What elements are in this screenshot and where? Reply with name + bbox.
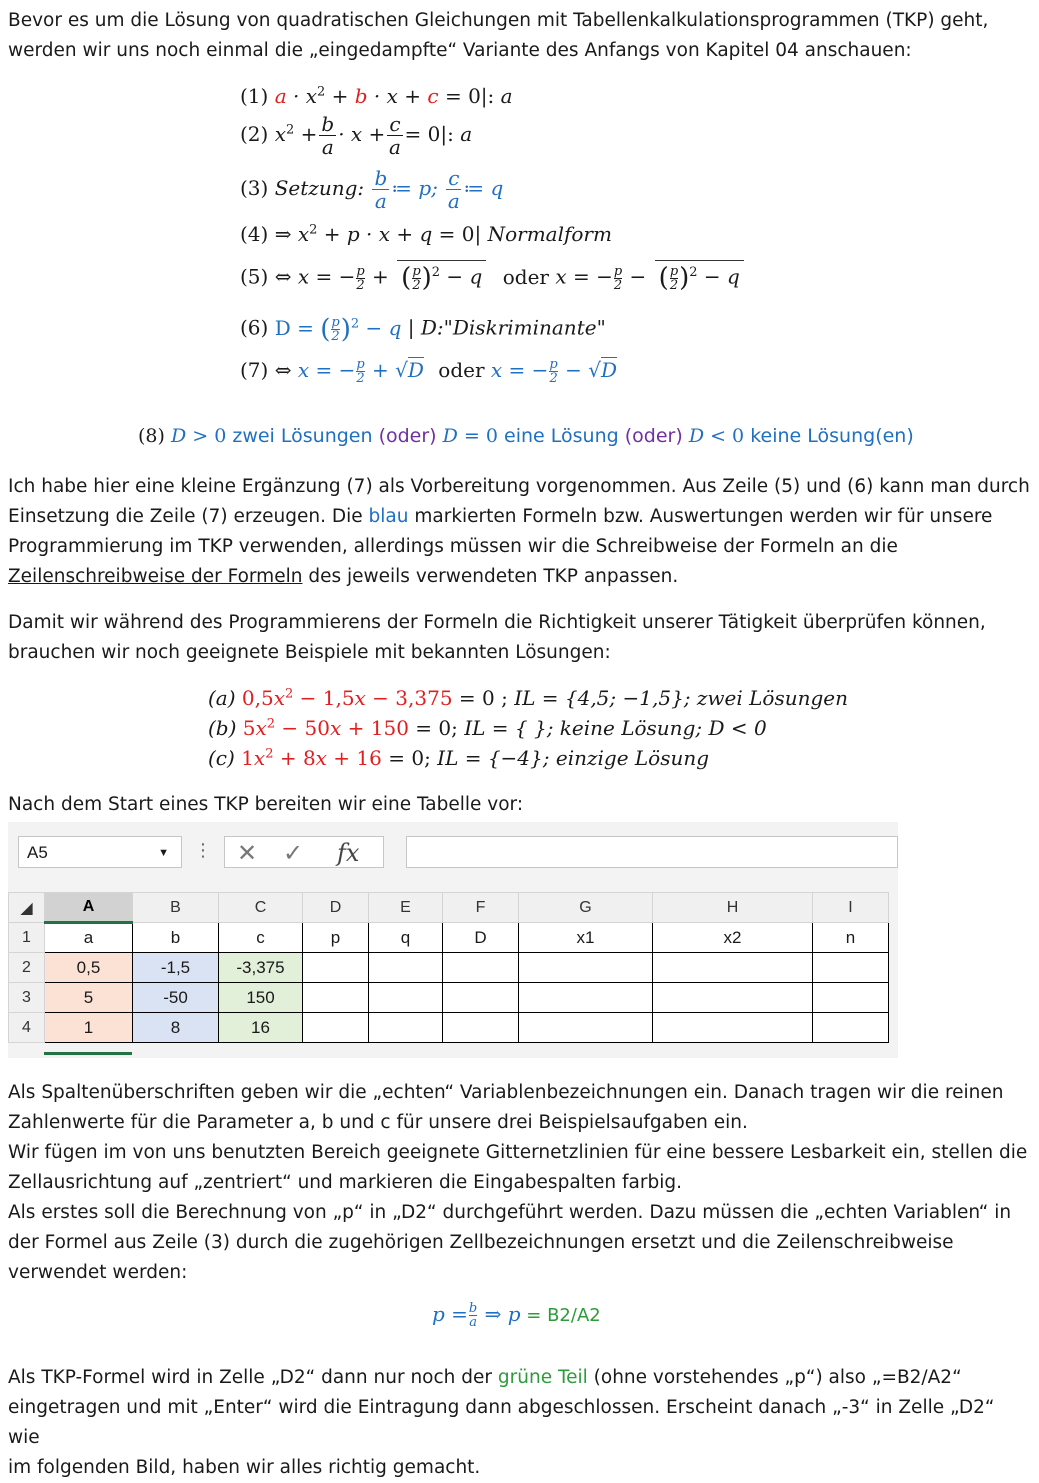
oder-text: oder bbox=[502, 264, 549, 289]
eq-number: (4) bbox=[240, 222, 269, 246]
oder-text: oder bbox=[438, 358, 485, 382]
para4-line-2: Zahlenwerte für die Parameter a, b und c für unsere drei Beispielsaufgaben ein. bbox=[8, 1112, 748, 1133]
cell[interactable]: 5 bbox=[45, 983, 133, 1013]
oder-1: (oder) bbox=[378, 425, 437, 447]
confirm-icon[interactable]: ✓ bbox=[283, 839, 304, 867]
example-solution: IL = { }; keine Lösung; D < 0 bbox=[464, 716, 767, 740]
d-label: D: bbox=[420, 315, 444, 340]
para1-line-2a: Einsetzung die Zeile (7) erzeugen. Die bbox=[8, 506, 369, 527]
cell[interactable] bbox=[519, 953, 653, 983]
eq-number: (5) bbox=[240, 264, 269, 289]
cell[interactable]: n bbox=[813, 923, 889, 953]
cell[interactable]: c bbox=[219, 923, 303, 953]
equation-5: (5) ⇔ x = − $\frac{p}{2}$ + ( $\frac{p}{2}$ )$^2$ − q oder x = − $\frac{p}{2}$ − ( $\frac{p}{2}$ )$^2$ − q bbox=[240, 260, 744, 293]
column-header-e[interactable]: E bbox=[369, 893, 443, 923]
cell[interactable]: -50 bbox=[133, 983, 219, 1013]
column-header-c[interactable]: C bbox=[219, 893, 303, 923]
column-header-row bbox=[9, 893, 889, 923]
column-header-b[interactable]: B bbox=[133, 893, 219, 923]
cell[interactable] bbox=[519, 983, 653, 1013]
para4-line-5: Als erstes soll die Berechnung von „p“ in „D2“ durchgeführt werden. Dazu müssen die „echten Variablen“ in bbox=[8, 1202, 1012, 1223]
cell[interactable] bbox=[813, 953, 889, 983]
gruener-teil: grüne Teil bbox=[497, 1367, 588, 1388]
cell[interactable] bbox=[653, 953, 813, 983]
cell[interactable] bbox=[813, 1013, 889, 1043]
eq-number: (3) bbox=[240, 176, 269, 200]
column-header-f[interactable]: F bbox=[443, 893, 519, 923]
para2-line-1: Damit wir während des Programmierens der Formeln die Richtigkeit unserer Tätigkeit überprüfen können, bbox=[8, 612, 986, 633]
para5-line-2: eingetragen und mit „Enter“ wird die Eintragung dann abgeschlossen. Erscheint danach „-3“ in Zelle „D2“ wie bbox=[8, 1397, 995, 1448]
chevron-down-icon[interactable]: ▼ bbox=[158, 847, 169, 859]
table-row bbox=[9, 1013, 889, 1043]
cell[interactable]: q bbox=[369, 923, 443, 953]
eq-number: (7) bbox=[240, 358, 269, 382]
example-solution: IL = {4,5; −1,5}; zwei Lösungen bbox=[514, 686, 848, 710]
cell[interactable]: 150 bbox=[219, 983, 303, 1013]
spreadsheet-screenshot bbox=[8, 822, 898, 1058]
equation-4: (4) ⇒ $x^2 + p \cdot x + q = 0|$ Normalform bbox=[240, 222, 612, 246]
para5-line-3: im folgenden Bild, haben wir alles richtig gemacht. bbox=[8, 1457, 481, 1478]
column-header-d[interactable]: D bbox=[303, 893, 369, 923]
row-header[interactable]: 1 bbox=[9, 923, 45, 953]
example-label: (a) bbox=[208, 686, 236, 710]
cell[interactable] bbox=[369, 1013, 443, 1043]
cell[interactable] bbox=[443, 983, 519, 1013]
cell[interactable] bbox=[303, 953, 369, 983]
formula-p: p = $\frac{b}{a}$ ⇒ p = B2/A2 bbox=[432, 1301, 601, 1330]
formula-result: = B2/A2 bbox=[520, 1305, 601, 1326]
eine-loesung: eine Lösung bbox=[504, 425, 619, 447]
equation-6: (6) D = ( $\frac{p}{2}$ )$^2$ − q | D:"Diskriminante" bbox=[240, 314, 606, 344]
intro-paragraph bbox=[8, 6, 1032, 66]
normalform-label: Normalform bbox=[487, 222, 612, 246]
para1-line-3: Programmierung im TKP verwenden, allerdings müssen wir die Schreibweise der Formeln an die bbox=[8, 536, 898, 557]
para5-line-1b: (ohne vorstehendes „p“) also „=B2/A2“ bbox=[587, 1367, 962, 1388]
eq-number: (8) bbox=[138, 425, 165, 447]
zwei-loesungen: zwei Lösungen bbox=[232, 425, 373, 447]
column-header-i[interactable]: I bbox=[813, 893, 889, 923]
selected-cell-indicator bbox=[44, 1052, 132, 1055]
cell[interactable]: 8 bbox=[133, 1013, 219, 1043]
cell[interactable]: p bbox=[303, 923, 369, 953]
formula-bar bbox=[194, 836, 898, 868]
equation-8: (8) D > 0 zwei Lösungen (oder) D = 0 eine Lösung (oder) D < 0 keine Lösung(en) bbox=[138, 425, 914, 447]
column-header-h[interactable]: H bbox=[653, 893, 813, 923]
formula-buttons bbox=[224, 836, 384, 868]
paragraph-2 bbox=[8, 608, 1032, 668]
more-options-icon[interactable]: ⋮ bbox=[194, 840, 212, 861]
cell[interactable] bbox=[653, 1013, 813, 1043]
cell[interactable] bbox=[443, 1013, 519, 1043]
para4-line-3: Wir fügen im von uns benutzten Bereich geeignete Gitternetzlinien für eine bessere Lesbarkeit ein, stellen die bbox=[8, 1142, 1028, 1163]
para1-line-2b: markierten Formeln bzw. Auswertungen werden wir für unsere bbox=[408, 506, 993, 527]
para2-line-2: brauchen wir noch geeignete Beispiele mit bekannten Lösungen: bbox=[8, 642, 611, 663]
eq-number: (1) bbox=[240, 84, 269, 108]
oder-2: (oder) bbox=[624, 425, 683, 447]
example-label: (c) bbox=[208, 746, 235, 770]
table-row bbox=[9, 953, 889, 983]
cell[interactable] bbox=[303, 983, 369, 1013]
intro-line-1: Bevor es um die Lösung von quadratischen Gleichungen mit Tabellenkalkulationsprogrammen (TKP) geht, bbox=[8, 10, 989, 31]
equation-7: (7) ⇔ x = − $\frac{p}{2}$ + √D oder x = − $\frac{p}{2}$ − √D bbox=[240, 357, 618, 386]
select-all-corner[interactable]: ◢ bbox=[9, 893, 45, 923]
keine-loesung: keine Lösung(en) bbox=[750, 425, 914, 447]
para4-line-7: verwendet werden: bbox=[8, 1262, 188, 1283]
equation-2: (2) $x^2$ + $\frac{b}{a}$ · x + $\frac{c}{a}$ = 0|: a bbox=[240, 112, 473, 159]
cell-grid bbox=[8, 892, 889, 1043]
cell[interactable] bbox=[369, 983, 443, 1013]
equation-1: (1) $a \cdot x^2 + b \cdot x + c = 0|$: a bbox=[240, 84, 513, 108]
para1-line-1: Ich habe hier eine kleine Ergänzung (7) als Vorbereitung vorgenommen. Aus Zeile (5) und (6) kann man durch bbox=[8, 476, 1030, 497]
function-icon[interactable]: fx bbox=[337, 839, 360, 867]
name-box[interactable] bbox=[18, 836, 182, 868]
cell[interactable]: 1 bbox=[45, 1013, 133, 1043]
example-b: (b) $5x^2 - 50x + 150 = 0$; IL = { }; keine Lösung; D < 0 bbox=[208, 716, 767, 740]
cell[interactable]: D bbox=[443, 923, 519, 953]
row-header[interactable]: 2 bbox=[9, 953, 45, 983]
intro-line-2: werden wir uns noch einmal die „eingedampfte“ Variante des Anfangs von Kapitel 04 anschauen: bbox=[8, 40, 912, 61]
diskriminante-label: "Diskriminante" bbox=[443, 315, 606, 340]
cancel-icon[interactable]: ✕ bbox=[237, 839, 258, 867]
cell[interactable]: a bbox=[45, 923, 133, 953]
setzung-label: Setzung: bbox=[274, 176, 365, 200]
cell[interactable]: 16 bbox=[219, 1013, 303, 1043]
blau-word: blau bbox=[368, 506, 409, 527]
cell[interactable] bbox=[519, 1013, 653, 1043]
example-a: (a) $0,5x^2 - 1,5x - 3,375 = 0$ ; IL = {4,5; −1,5}; zwei Lösungen bbox=[208, 686, 848, 710]
example-c: (c) $1x^2 + 8x + 16 = 0$; IL = {−4}; einzige Lösung bbox=[208, 746, 710, 770]
column-header-g[interactable]: G bbox=[519, 893, 653, 923]
row-header[interactable]: 4 bbox=[9, 1013, 45, 1043]
cell[interactable] bbox=[813, 983, 889, 1013]
example-solution: IL = {−4}; einzige Lösung bbox=[437, 746, 710, 770]
eq-number: (2) bbox=[240, 122, 269, 146]
table-row bbox=[9, 923, 889, 953]
name-box-value: A5 bbox=[27, 843, 48, 862]
cell[interactable] bbox=[369, 953, 443, 983]
paragraph-1 bbox=[8, 472, 1032, 592]
cell[interactable]: x2 bbox=[653, 923, 813, 953]
para1-line-4b: des jeweils verwendeten TKP anpassen. bbox=[302, 566, 679, 587]
equation-3: (3) Setzung: $\frac{b}{a}$ ≔ p; $\frac{c}{a}$ ≔ q bbox=[240, 166, 504, 213]
para4-line-1: Als Spaltenüberschriften geben wir die „echten“ Variablenbezeichnungen ein. Danach tragen wir die reinen bbox=[8, 1082, 1004, 1103]
cell[interactable] bbox=[303, 1013, 369, 1043]
paragraph-3: Nach dem Start eines TKP bereiten wir eine Tabelle vor: bbox=[8, 794, 524, 815]
paragraph-4 bbox=[8, 1078, 1032, 1288]
cell[interactable] bbox=[443, 953, 519, 983]
paragraph-5 bbox=[8, 1363, 1032, 1483]
row-header[interactable]: 3 bbox=[9, 983, 45, 1013]
cell[interactable]: x1 bbox=[519, 923, 653, 953]
table-row bbox=[9, 983, 889, 1013]
zeilenschreibweise-underlined: Zeilenschreibweise der Formeln bbox=[8, 566, 303, 587]
eq-number: (6) bbox=[240, 315, 269, 340]
para5-line-1a: Als TKP-Formel wird in Zelle „D2“ dann nur noch der bbox=[8, 1367, 498, 1388]
example-label: (b) bbox=[208, 716, 237, 740]
cell[interactable]: 0,5 bbox=[45, 953, 133, 983]
column-header-a[interactable]: A bbox=[45, 893, 133, 923]
cell[interactable] bbox=[653, 983, 813, 1013]
formula-input[interactable] bbox=[406, 836, 898, 868]
para4-line-4: Zellausrichtung auf „zentriert“ und markieren die Eingabespalten farbig. bbox=[8, 1172, 682, 1193]
cell[interactable]: b bbox=[133, 923, 219, 953]
cell[interactable]: -3,375 bbox=[219, 953, 303, 983]
cell[interactable]: -1,5 bbox=[133, 953, 219, 983]
para4-line-6: der Formel aus Zeile (3) durch die zugehörigen Zellbezeichnungen ersetzt und die Zeilenschreibweise bbox=[8, 1232, 954, 1253]
